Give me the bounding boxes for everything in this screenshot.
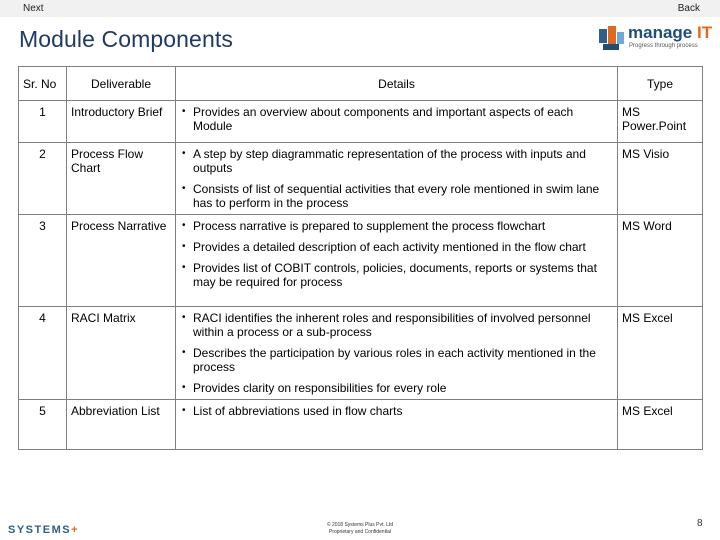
details-list xyxy=(180,311,613,395)
table-row xyxy=(19,101,703,143)
page-number: 8 xyxy=(697,518,703,529)
sr-no-cell: 3 xyxy=(19,215,67,307)
details-item: • Provides list of COBIT controls, policies, documents, reports or systems that may be required for process xyxy=(180,261,613,289)
header-type: Type xyxy=(618,67,703,101)
module-components-table xyxy=(18,66,703,450)
page-title: Module Components xyxy=(19,26,233,52)
deliverable-cell: Process Flow Chart xyxy=(67,143,176,215)
sr-no-cell: 4 xyxy=(19,307,67,400)
table-header-row xyxy=(19,67,703,101)
copyright-notice xyxy=(300,522,420,536)
manageit-logo xyxy=(598,22,713,54)
details-item: • Provides a detailed description of each activity mentioned in the flow chart xyxy=(180,240,613,254)
type-cell: MS Excel xyxy=(618,307,703,400)
type-cell: MS Power.Point xyxy=(618,101,703,143)
logo-cube-right xyxy=(617,32,624,44)
details-item: • A step by step diagrammatic representation of the process with inputs and outputs xyxy=(180,147,613,175)
deliverable-cell: Process Narrative xyxy=(67,215,176,307)
top-navigation-bar xyxy=(0,0,720,17)
brand-wordmark: SYSTEMS xyxy=(8,524,72,536)
details-item: • List of abbreviations used in flow charts xyxy=(180,404,613,418)
systems-plus-logo xyxy=(8,524,79,536)
logo-wordmark-main: manage xyxy=(628,23,693,42)
confidential-line: Proprietary and Confidential xyxy=(329,529,391,535)
copyright-line: © 2018 Systems Plus Pvt. Ltd xyxy=(326,522,394,528)
deliverable-cell: Introductory Brief xyxy=(67,101,176,143)
manageit-logo-icon xyxy=(598,24,626,54)
logo-wordmark-accent: IT xyxy=(696,23,713,42)
details-item: • Describes the participation by various roles in each activity mentioned in the process xyxy=(180,346,613,374)
details-list xyxy=(180,105,613,133)
table-row xyxy=(19,400,703,450)
details-list xyxy=(180,404,613,418)
details-item: • Provides an overview about components and important aspects of each Module xyxy=(180,105,613,133)
sr-no-cell: 5 xyxy=(19,400,67,450)
header-sr-no: Sr. No xyxy=(19,67,67,101)
type-cell: MS Word xyxy=(618,215,703,307)
details-list xyxy=(180,219,613,289)
details-cell xyxy=(176,215,618,307)
details-item: • Process narrative is prepared to supplement the process flowchart xyxy=(180,219,613,233)
logo-cube-left xyxy=(599,29,607,43)
details-cell xyxy=(176,400,618,450)
table-row xyxy=(19,215,703,307)
next-link[interactable]: Next xyxy=(23,3,44,14)
details-cell xyxy=(176,307,618,400)
details-cell xyxy=(176,143,618,215)
back-link[interactable]: Back xyxy=(677,3,700,14)
type-cell: MS Excel xyxy=(618,400,703,450)
deliverable-cell: Abbreviation List xyxy=(67,400,176,450)
deliverable-cell: RACI Matrix xyxy=(67,307,176,400)
brand-plus: + xyxy=(71,524,80,536)
logo-tagline: Progress through process xyxy=(629,43,698,49)
details-item: • Consists of list of sequential activities that every role mentioned in swim lane has to perform in the process xyxy=(180,182,613,210)
header-details: Details xyxy=(176,67,618,101)
details-item: • RACI identifies the inherent roles and responsibilities of involved personnel within a process or a sub-process xyxy=(180,311,613,339)
sr-no-cell: 2 xyxy=(19,143,67,215)
logo-cube-middle xyxy=(608,26,616,44)
details-cell xyxy=(176,101,618,143)
sr-no-cell: 1 xyxy=(19,101,67,143)
details-item: • Provides clarity on responsibilities for every role xyxy=(180,381,613,395)
logo-wordmark xyxy=(628,23,712,43)
details-list xyxy=(180,147,613,210)
type-cell: MS Visio xyxy=(618,143,703,215)
header-deliverable: Deliverable xyxy=(67,67,176,101)
logo-cube-base xyxy=(603,44,619,50)
table-row xyxy=(19,307,703,400)
table-row xyxy=(19,143,703,215)
